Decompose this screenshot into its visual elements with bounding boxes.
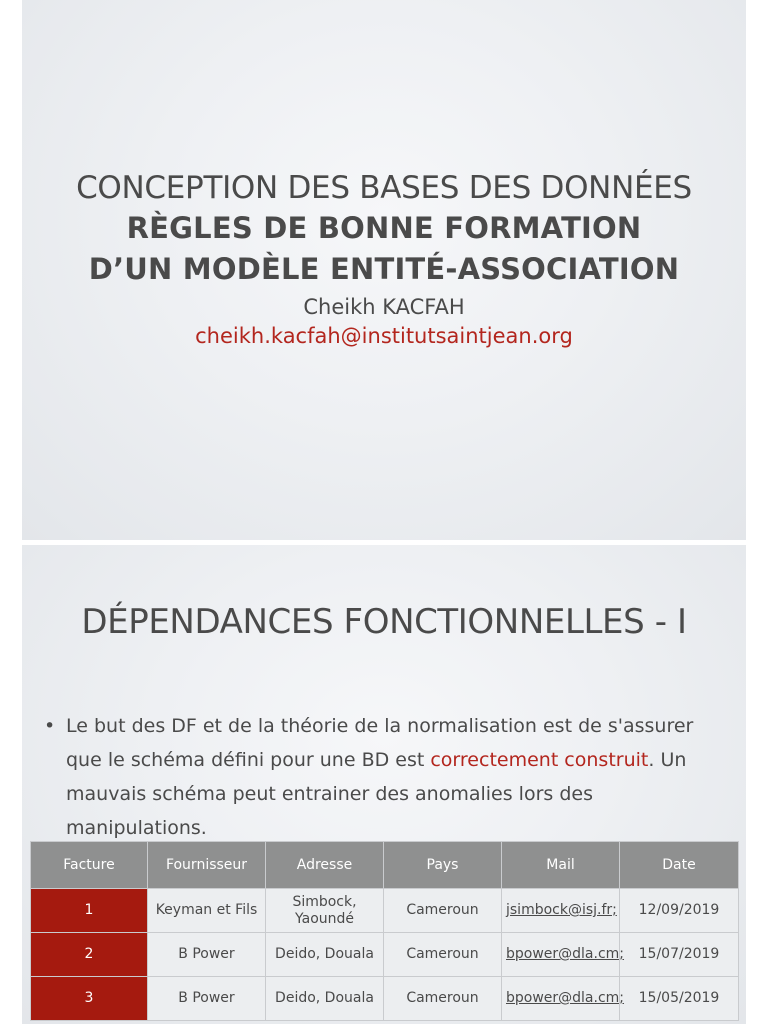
lecture-title-line1: RÈGLES DE BONNE FORMATION [126,211,642,245]
cell-adresse: Simbock, Yaoundé [266,889,384,933]
cell-fournisseur: Keyman et Fils [148,889,266,933]
cell-date: 15/07/2019 [620,933,739,977]
course-title: CONCEPTION DES BASES DES DONNÉES [76,170,692,206]
bullet-text-part1: Le but des DF et de la théorie de la normalisation est de s'assurer que le schéma défini pour une BD est [66,715,694,771]
bullet-marker: • [44,715,56,737]
title-slide [22,0,746,540]
table-row [31,933,739,977]
highlighted-phrase: correctement construit [430,749,649,771]
cell-facture: 2 [31,933,148,977]
cell-pays: Cameroun [384,977,502,1021]
cell-mail[interactable]: bpower@dla.cm; [502,933,620,977]
cell-fournisseur: B Power [148,977,266,1021]
header-mail: Mail [502,842,620,889]
slide-title: DÉPENDANCES FONCTIONNELLES - I [81,602,687,642]
title-block [22,168,746,350]
cell-facture: 3 [31,977,148,1021]
table-row [31,889,739,933]
lecture-title-line2: D’UN MODÈLE ENTITÉ-ASSOCIATION [88,252,680,286]
table-row [31,977,739,1021]
cell-fournisseur: B Power [148,933,266,977]
cell-date: 15/05/2019 [620,977,739,1021]
cell-pays: Cameroun [384,933,502,977]
table-header-row [31,842,739,889]
header-pays: Pays [384,842,502,889]
header-adresse: Adresse [266,842,384,889]
cell-adresse: Deido, Douala [266,977,384,1021]
cell-adresse: Deido, Douala [266,933,384,977]
author-email[interactable]: cheikh.kacfah@institutsaintjean.org [195,324,573,348]
author-name: Cheikh KACFAH [303,295,465,319]
cell-mail[interactable]: jsimbock@isj.fr; [502,889,620,933]
bullet-text [66,709,734,845]
header-fournisseur: Fournisseur [148,842,266,889]
cell-mail[interactable]: bpower@dla.cm; [502,977,620,1021]
cell-facture: 1 [31,889,148,933]
cell-date: 12/09/2019 [620,889,739,933]
bullet-text-part2: . Un mauvais schéma peut entrainer des anomalies lors des manipulations. [66,749,687,839]
content-slide [22,545,746,1024]
header-facture: Facture [31,842,148,889]
bullet-item [44,709,734,845]
header-date: Date [620,842,739,889]
invoice-table [30,841,739,1021]
cell-pays: Cameroun [384,889,502,933]
